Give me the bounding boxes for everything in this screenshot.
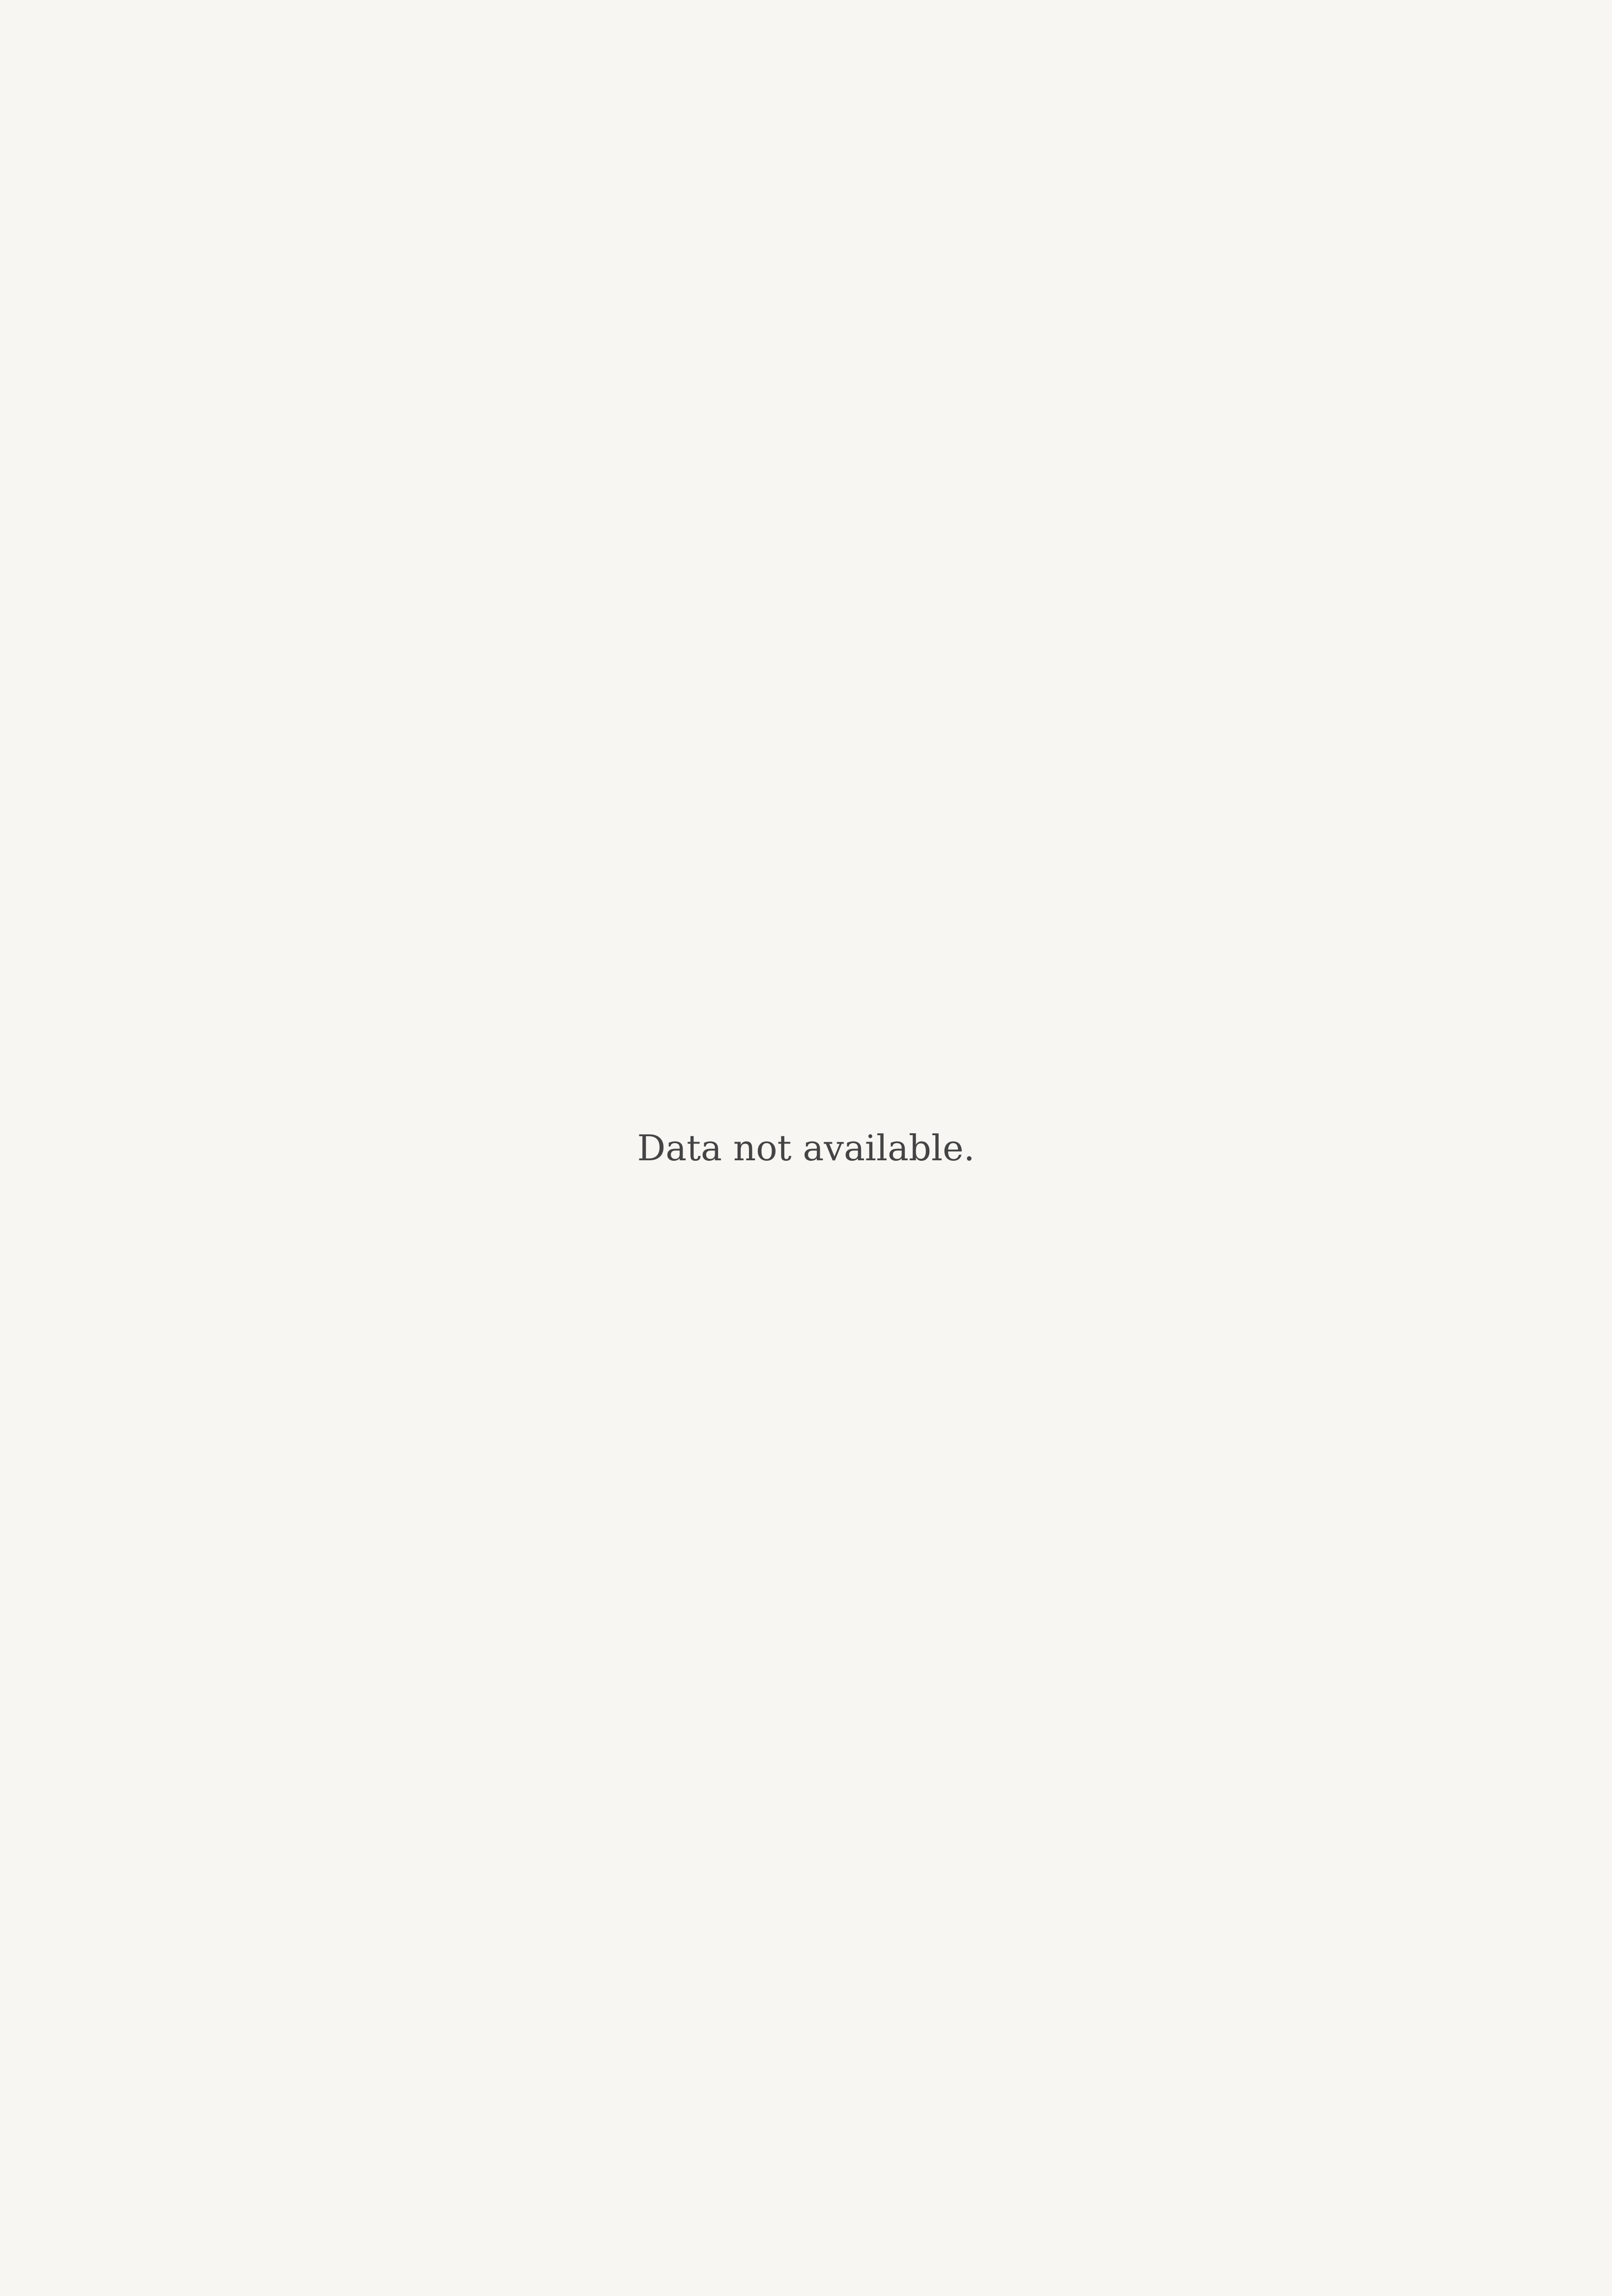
notice-text: Data not available.: [637, 1127, 975, 1169]
